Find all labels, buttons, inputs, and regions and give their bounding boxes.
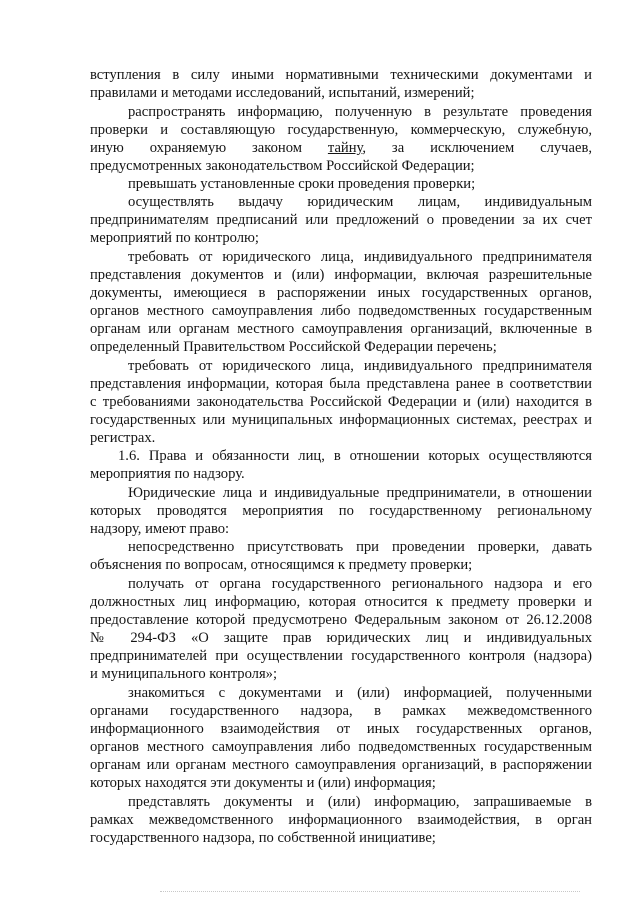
text-line: предпринимателей при осуществлении государственного контроля (надзора): [90, 648, 592, 664]
text-line: распространять информацию, полученную в результате проведения: [128, 104, 592, 120]
text-line: информационного взаимодействия от иных государственных органов,: [90, 721, 592, 737]
text-line: регистрах.: [90, 430, 156, 446]
text-line: объяснения по вопросам, относящимся к предмету проверки;: [90, 557, 473, 573]
text-line: предоставление которой предусмотрено Федеральным законом от 26.12.2008: [90, 612, 592, 628]
text-line: № 294-ФЗ «О защите прав юридических лиц и индивидуальных: [90, 630, 592, 646]
underlined-word: тайну: [327, 140, 363, 156]
text-line: и муниципального контроля»;: [90, 666, 278, 682]
text-line: правилами и методами исследований, испытаний, измерений;: [90, 85, 475, 101]
text-line: непосредственно присутствовать при проведении проверки, давать: [128, 539, 592, 555]
text-line: рамках межведомственного информационного взаимодействия, в орган: [90, 812, 592, 828]
text-line: органами государственного надзора, в рамках межведомственного: [90, 703, 592, 719]
text-line: которых проводятся мероприятия по государственному региональному: [90, 503, 592, 519]
text-line: представлять документы и (или) информацию, запрашиваемые в: [128, 794, 592, 810]
text-line: органам или органам местного самоуправления организаций, включенные в: [90, 321, 592, 337]
text-line: надзору, имеют право:: [90, 521, 230, 537]
text-line: государственного надзора, по собственной инициативе;: [90, 830, 436, 846]
text-line: государственных или муниципальных информационных системах, реестрах и: [90, 412, 592, 428]
text-line: мероприятий по контролю;: [90, 230, 259, 246]
text-line: знакомиться с документами и (или) информацией, полученными: [128, 685, 592, 701]
text-line: которых находятся эти документы и (или) информация;: [90, 775, 436, 791]
text-line: иную охраняемую законом тайну, за исключением случаев,: [90, 140, 592, 156]
text-line: органов местного самоуправления либо подведомственных государственным: [90, 739, 592, 755]
text-line: органов местного самоуправления либо подведомственных государственным: [90, 303, 592, 319]
text-line: представления информации, которая была представлена ранее в соответствии: [90, 376, 592, 392]
text-line: представления документов и (или) информации, включая разрешительные: [90, 267, 592, 283]
text-line: документы, имеющиеся в распоряжении иных государственных органов,: [90, 285, 592, 301]
text-line: с требованиями законодательства Российской Федерации и (или) находится в: [90, 394, 592, 410]
section-heading-line: мероприятия по надзору.: [90, 466, 245, 482]
footer-divider: [160, 891, 580, 892]
text-line: должностных лиц информацию, которая относится к предмету проверки и: [90, 594, 592, 610]
section-heading-line: 1.6. Права и обязанности лиц, в отношении которых осуществляются: [118, 448, 592, 464]
text-line: вступления в силу иными нормативными техническими документами и: [90, 67, 592, 83]
text-line: определенный Правительством Российской Федерации перечень;: [90, 339, 497, 355]
text-line: требовать от юридического лица, индивидуального предпринимателя: [128, 358, 592, 374]
text-line: предусмотренных законодательством Российской Федерации;: [90, 158, 475, 174]
text-line: превышать установленные сроки проведения проверки;: [128, 176, 476, 192]
text-line: органам или органам местного самоуправления организаций, в распоряжении: [90, 757, 592, 773]
text-line: требовать от юридического лица, индивидуального предпринимателя: [128, 249, 592, 265]
text-line: Юридические лица и индивидуальные предприниматели, в отношении: [128, 485, 592, 501]
text-line: получать от органа государственного регионального надзора и его: [128, 576, 592, 592]
text-line: осуществлять выдачу юридическим лицам, индивидуальным: [128, 194, 592, 210]
text-line: проверки и составляющую государственную, коммерческую, служебную,: [90, 122, 592, 138]
text-line: предпринимателям предписаний или предложений о проведении за их счет: [90, 212, 592, 228]
